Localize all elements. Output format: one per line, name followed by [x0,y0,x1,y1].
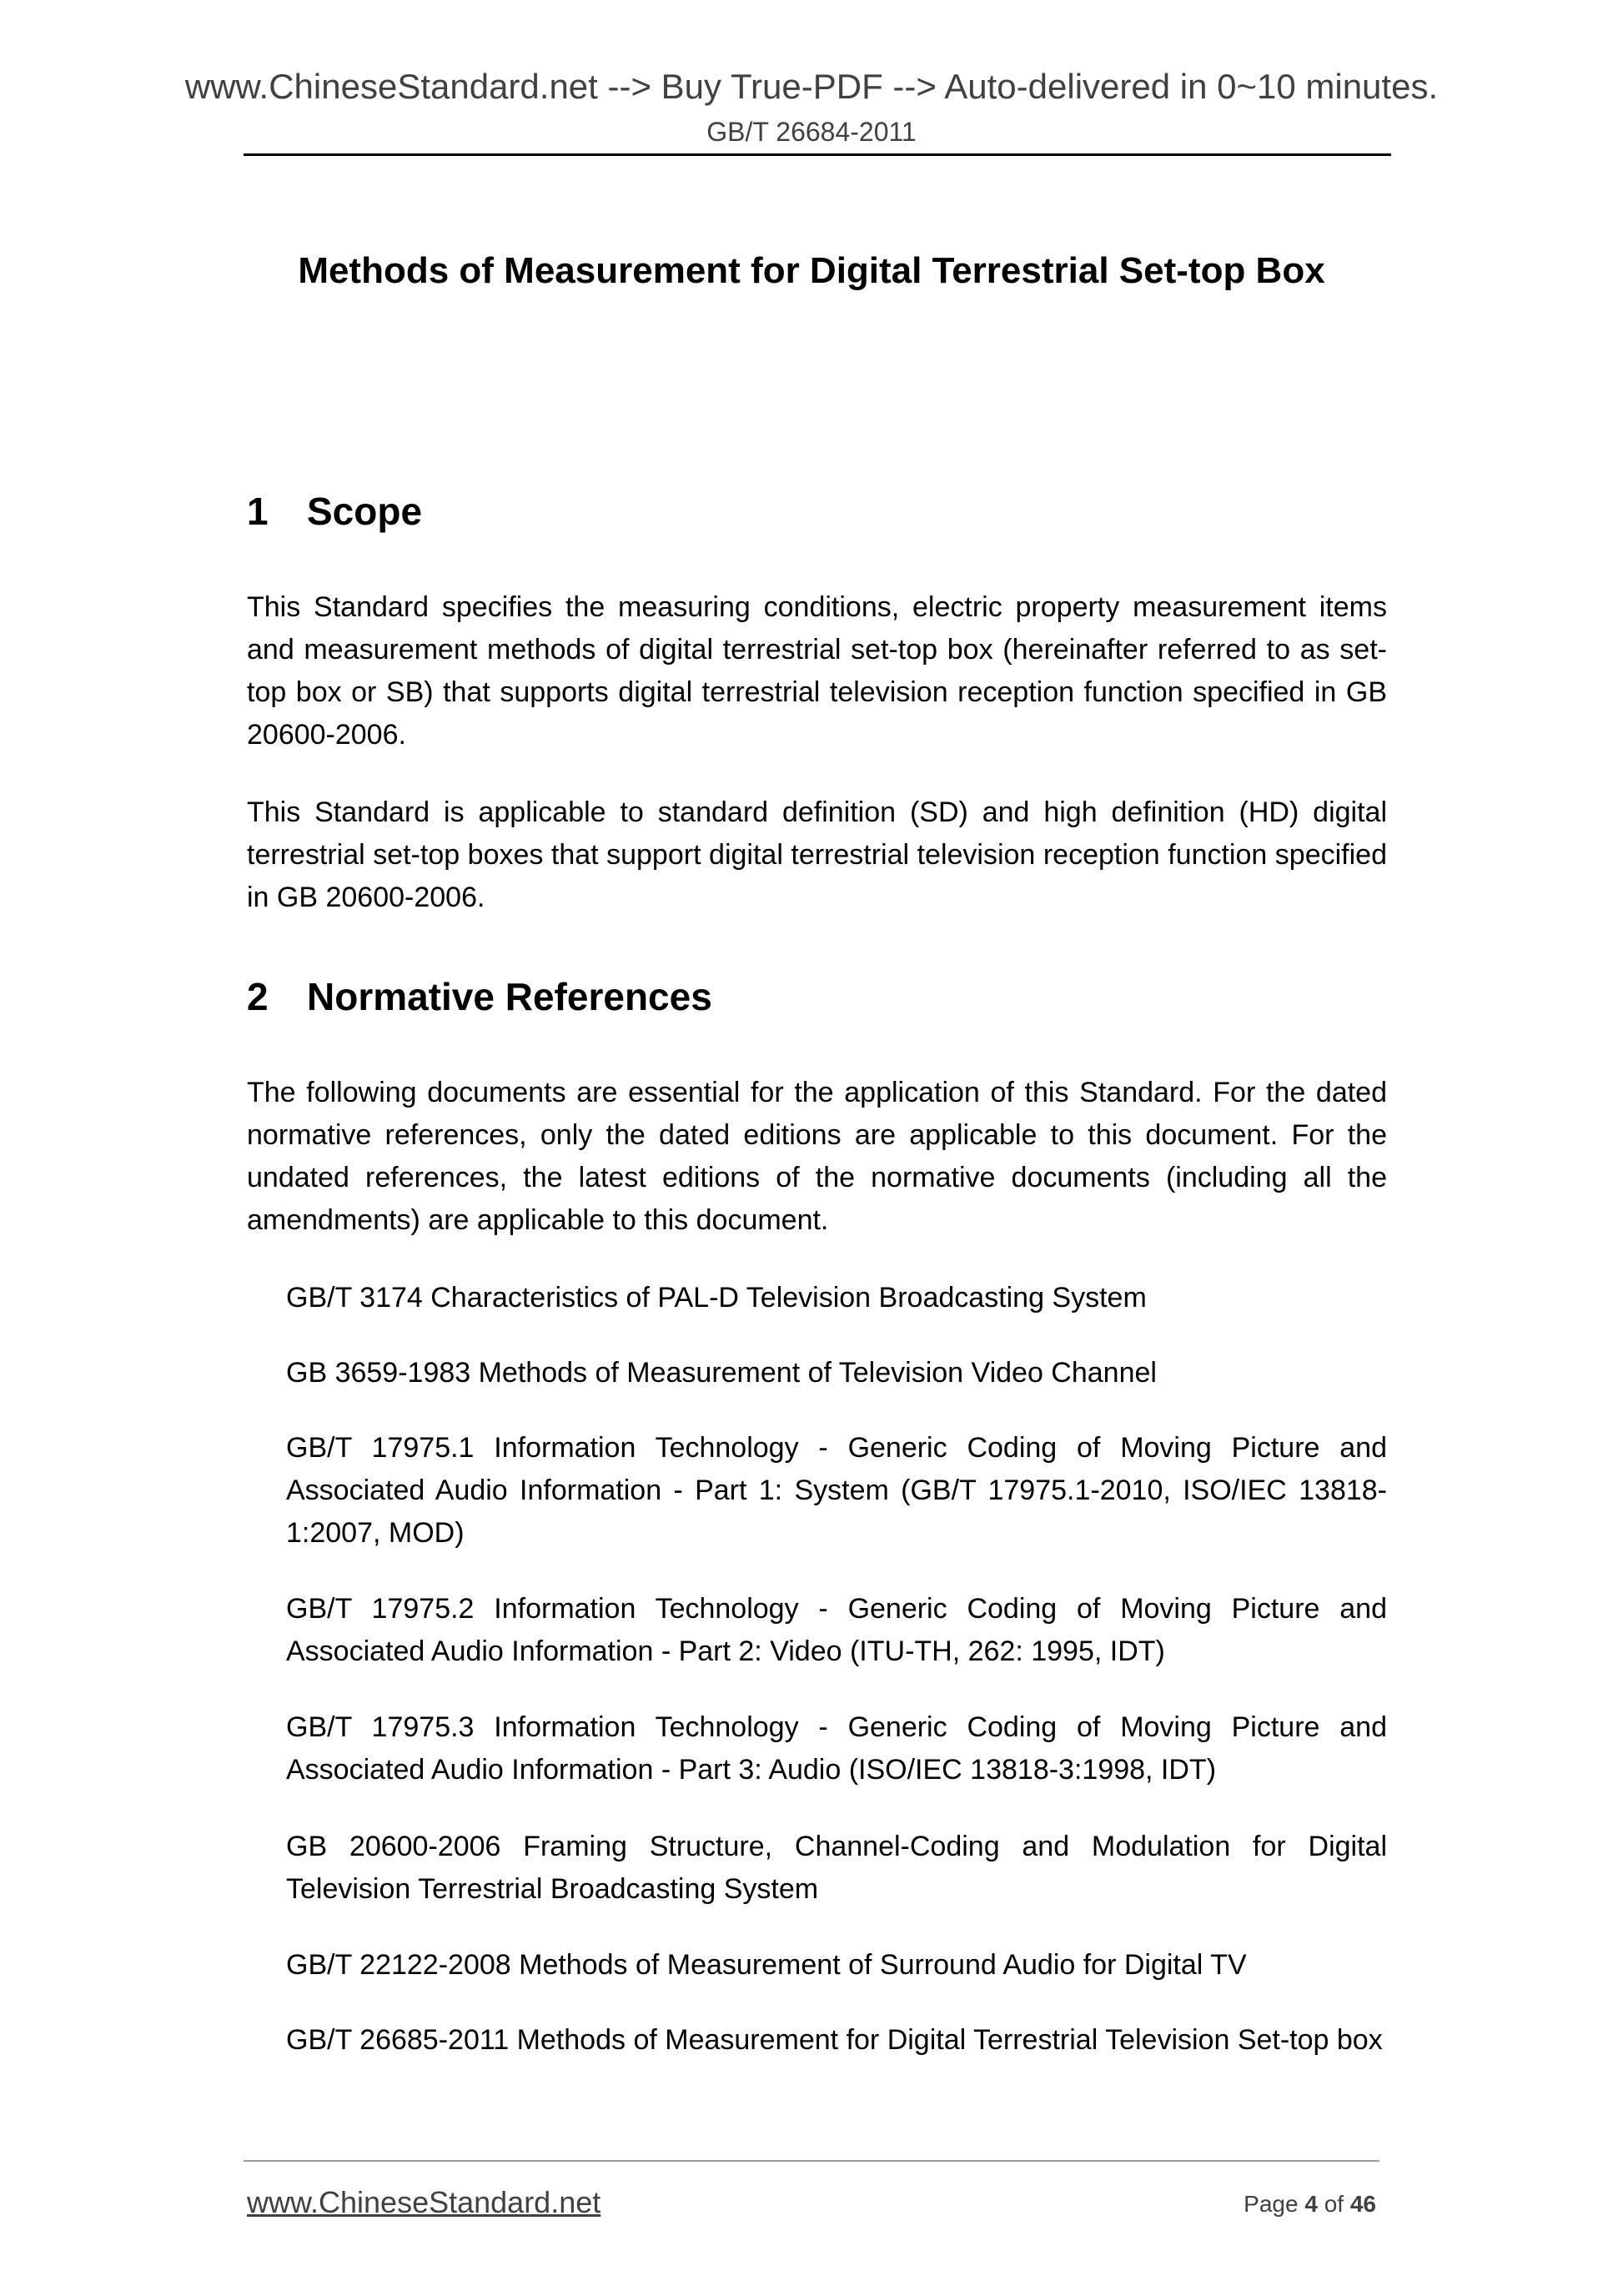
reference-item: GB/T 17975.3 Information Technology - Generic Coding of Moving Picture and Associated Audio Information - Part 3: Audio (ISO/IEC 13818-3:1998, IDT) [286,1711,1387,1786]
document-title: Methods of Measurement for Digital Terrestrial Set-top Box [298,250,1325,291]
normative-intro-paragraph: The following documents are essential for the application of this Standard. For the dated normative references, only the dated editions are applicable to this document. For the undated references, the latest editions of the normative documents (including all the amendments) are applicable to this document. [247,1077,1387,1236]
page-total: 46 [1349,2191,1376,2217]
section-heading-scope [247,489,422,534]
scope-paragraph-1: This Standard specifies the measuring conditions, electric property measurement items and measurement methods of digital terrestrial set-top box (hereinafter referred to as set-top box or SB) that supports digital terrestrial television reception function specified in GB 20600-2006. [247,591,1387,751]
reference-item: GB/T 22122-2008 Methods of Measurement of Surround Audio for Digital TV [286,1949,1247,1981]
page-indicator [1244,2191,1376,2218]
page-label: Page [1244,2191,1299,2217]
page-of-label: of [1324,2191,1344,2217]
page-current: 4 [1304,2191,1318,2217]
reference-item: GB/T 17975.1 Information Technology - Generic Coding of Moving Picture and Associated Audio Information - Part 1: System (GB/T 17975.1-2010, ISO/IEC 13818-1:2007, MOD) [286,1432,1387,1549]
section-title: Scope [307,490,423,533]
header-banner: www.ChineseStandard.net --> Buy True-PDF --> Auto-delivered in 0~10 minutes. [184,67,1439,106]
section-number: 1 [247,490,269,533]
footer-divider [244,2160,1379,2162]
reference-item: GB/T 26685-2011 Methods of Measurement for Digital Terrestrial Television Set-top box [286,2024,1383,2056]
header-divider [244,153,1391,156]
section-title: Normative References [307,975,712,1018]
section-number: 2 [247,975,269,1018]
reference-item: GB 3659-1983 Methods of Measurement of Television Video Channel [286,1357,1157,1389]
scope-paragraph-2: This Standard is applicable to standard definition (SD) and high definition (HD) digital terrestrial set-top boxes that support digital terrestrial television reception function specified in GB 20600-2006. [247,796,1387,913]
reference-item: GB/T 3174 Characteristics of PAL-D Television Broadcasting System [286,1282,1147,1314]
standard-code: GB/T 26684-2011 [706,117,917,147]
reference-item: GB/T 17975.2 Information Technology - Generic Coding of Moving Picture and Associated Audio Information - Part 2: Video (ITU-TH, 262: 1995, IDT) [286,1593,1387,1667]
footer-website-link[interactable]: www.ChineseStandard.net [247,2185,601,2219]
section-heading-normative-references [247,974,712,1019]
reference-item: GB 20600-2006 Framing Structure, Channel-Coding and Modulation for Digital Television Terrestrial Broadcasting System [286,1831,1387,1905]
